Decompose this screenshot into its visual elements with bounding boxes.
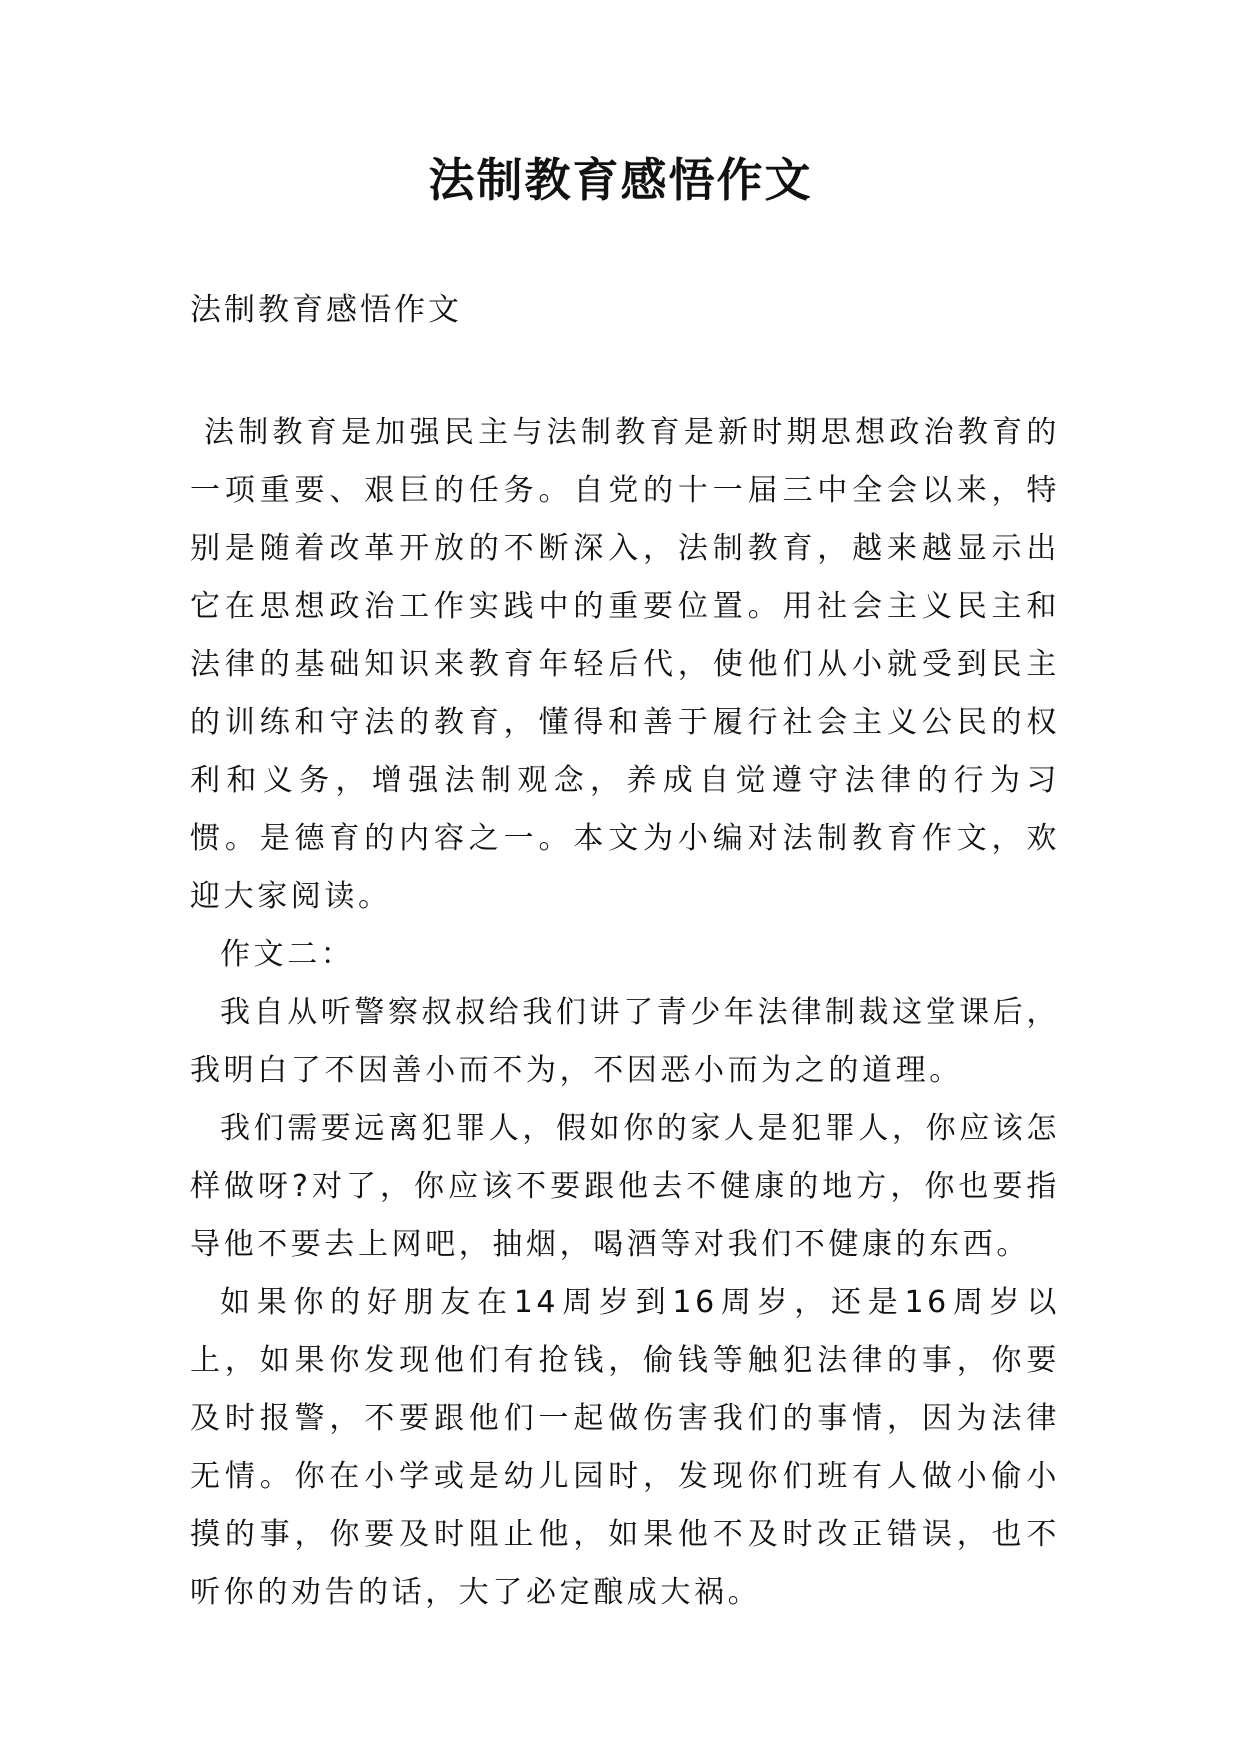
paragraph-heading-essay-two: 作文二： (220, 937, 355, 972)
paragraph: 如果你的好朋友在14周岁到16周岁，还是16周岁以上，如果你发现他们有抢钱，偷钱等触犯法律的事，你要及时报警，不要跟他们一起做伤害我们的事情，因为法律无情。你在小学或是幼儿园时，发现你们班有人做小偷小摸的事，你要及时阻止他，如果他不及时改正错误，也不听你的劝告的话，大了必定酿成大祸。 (190, 1285, 1060, 1610)
paragraph-intro: 法制教育是加强民主与法制教育是新时期思想政治教育的一项重要、艰巨的任务。自党的十一届三中全会以来，特别是随着改革开放的不断深入，法制教育，越来越显示出它在思想政治工作实践中的重要位置。用社会主义民主和法律的基础知识来教育年轻后代，使他们从小就受到民主的训练和守法的教育，懂得和善于履行社会主义公民的权利和义务，增强法制观念，养成自觉遵守法律的行为习惯。是德育的内容之一。本文为小编对法制教育作文，欢迎大家阅读。 (190, 415, 1060, 914)
paragraph: 我们需要远离犯罪人，假如你的家人是犯罪人，你应该怎样做呀?对了，你应该不要跟他去不健康的地方，你也要指导他不要去上网吧，抽烟，喝酒等对我们不健康的东西。 (190, 1111, 1060, 1262)
document-body (190, 404, 1060, 1622)
document-subtitle: 法制教育感悟作文 (190, 292, 462, 328)
document-title: 法制教育感悟作文 (428, 153, 813, 207)
paragraph: 我自从听警察叔叔给我们讲了青少年法律制裁这堂课后，我明白了不因善小而不为，不因恶小而为之的道理。 (190, 995, 1060, 1088)
